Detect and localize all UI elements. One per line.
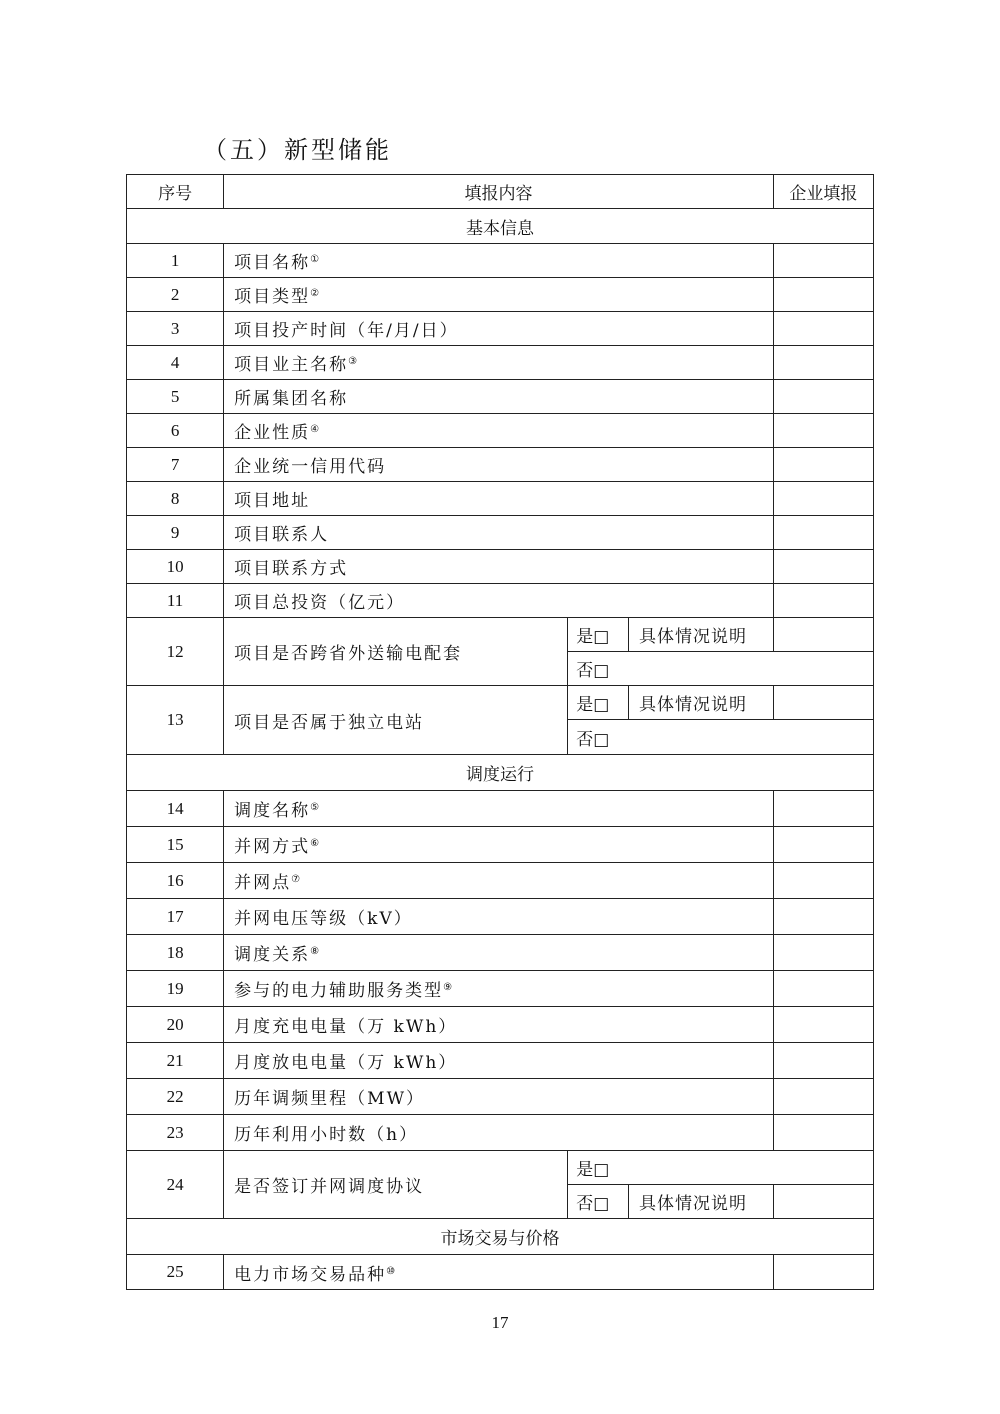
row-number: 15 <box>127 827 224 863</box>
row-number: 11 <box>127 584 224 618</box>
section-title-dispatch: 调度运行 <box>127 755 874 791</box>
row-label: 项目是否属于独立电站 <box>224 686 568 755</box>
table-row <box>127 1255 874 1290</box>
table-row <box>127 380 874 414</box>
fill-cell[interactable] <box>773 550 873 584</box>
section-title-basic: 基本信息 <box>127 209 874 244</box>
fill-cell[interactable] <box>773 380 873 414</box>
row-number: 23 <box>127 1115 224 1151</box>
fill-cell[interactable] <box>773 244 873 278</box>
table-row <box>127 791 874 827</box>
table-row <box>127 827 874 863</box>
row-number: 7 <box>127 448 224 482</box>
fill-cell[interactable] <box>773 414 873 448</box>
footnote-marker: ⑤ <box>310 802 320 813</box>
row-label: 项目地址 <box>224 482 774 516</box>
footnote-marker: ⑥ <box>310 838 320 849</box>
table-row <box>127 1151 874 1185</box>
footnote-marker: ④ <box>310 424 320 435</box>
footnote-marker: ⑧ <box>310 946 320 957</box>
row-number: 24 <box>127 1151 224 1219</box>
table-row <box>127 482 874 516</box>
row-number: 16 <box>127 863 224 899</box>
row-number: 10 <box>127 550 224 584</box>
table-row <box>127 584 874 618</box>
row-number: 19 <box>127 971 224 1007</box>
row-label: 所属集团名称 <box>224 380 774 414</box>
table-row <box>127 1079 874 1115</box>
detail-input-cell[interactable] <box>773 618 873 652</box>
footnote-marker: ③ <box>348 356 358 367</box>
table-row <box>127 414 874 448</box>
fill-cell[interactable] <box>773 863 873 899</box>
row-number: 13 <box>127 686 224 755</box>
detail-input-cell[interactable] <box>773 686 873 720</box>
row-label: 项目联系方式 <box>224 550 774 584</box>
page-number: 17 <box>491 1313 509 1332</box>
fill-cell[interactable] <box>773 346 873 380</box>
fill-cell[interactable] <box>773 516 873 550</box>
row-label: 并网方式⑥ <box>224 827 774 863</box>
fill-cell[interactable] <box>773 448 873 482</box>
row-label: 并网点⑦ <box>224 863 774 899</box>
row-number: 3 <box>127 312 224 346</box>
row-label: 参与的电力辅助服务类型⑨ <box>224 971 774 1007</box>
header-serial-number: 序号 <box>127 175 224 209</box>
table-row <box>127 618 874 652</box>
row-label: 项目总投资（亿元） <box>224 584 774 618</box>
option-no-checkbox[interactable]: 否□ <box>568 1185 629 1219</box>
row-number: 25 <box>127 1255 224 1290</box>
section-row-dispatch <box>127 755 874 791</box>
section-title-market: 市场交易与价格 <box>127 1219 874 1255</box>
row-number: 2 <box>127 278 224 312</box>
fill-cell[interactable] <box>773 1043 873 1079</box>
row-label: 企业性质④ <box>224 414 774 448</box>
footnote-marker: ⑩ <box>386 1265 396 1277</box>
row-label: 历年利用小时数（h） <box>224 1115 774 1151</box>
table-row <box>127 1043 874 1079</box>
fill-cell[interactable] <box>773 1115 873 1151</box>
table-row <box>127 312 874 346</box>
detail-input-cell[interactable] <box>773 1185 873 1219</box>
table-row <box>127 935 874 971</box>
row-number: 17 <box>127 899 224 935</box>
section-row-basic <box>127 209 874 244</box>
row-number: 9 <box>127 516 224 550</box>
table-row <box>127 1007 874 1043</box>
option-no-checkbox[interactable]: 否□ <box>568 720 874 755</box>
fill-cell[interactable] <box>773 791 873 827</box>
row-number: 4 <box>127 346 224 380</box>
option-yes-checkbox[interactable]: 是□ <box>568 686 629 720</box>
row-label: 项目类型② <box>224 278 774 312</box>
table-row <box>127 863 874 899</box>
energy-storage-form-table <box>126 174 874 1290</box>
row-label: 企业统一信用代码 <box>224 448 774 482</box>
option-no-checkbox[interactable]: 否□ <box>568 652 874 686</box>
row-label: 项目是否跨省外送输电配套 <box>224 618 568 686</box>
row-label: 调度名称⑤ <box>224 791 774 827</box>
fill-cell[interactable] <box>773 971 873 1007</box>
fill-cell[interactable] <box>773 827 873 863</box>
fill-cell[interactable] <box>773 584 873 618</box>
table-row <box>127 278 874 312</box>
detail-label: 具体情况说明 <box>629 618 774 652</box>
fill-cell[interactable] <box>773 899 873 935</box>
row-label: 项目业主名称③ <box>224 346 774 380</box>
fill-cell[interactable] <box>773 1007 873 1043</box>
table-row <box>127 516 874 550</box>
table-row <box>127 448 874 482</box>
header-content: 填报内容 <box>224 175 774 209</box>
row-number: 5 <box>127 380 224 414</box>
row-number: 1 <box>127 244 224 278</box>
row-number: 8 <box>127 482 224 516</box>
section-row-market <box>127 1219 874 1255</box>
row-label: 并网电压等级（kV） <box>224 899 774 935</box>
footnote-marker: ⑨ <box>443 982 453 993</box>
table-row <box>127 686 874 720</box>
row-number: 18 <box>127 935 224 971</box>
row-number: 12 <box>127 618 224 686</box>
fill-cell[interactable] <box>773 1079 873 1115</box>
table-row <box>127 244 874 278</box>
row-number: 20 <box>127 1007 224 1043</box>
detail-label: 具体情况说明 <box>629 1185 774 1219</box>
fill-cell[interactable] <box>773 312 873 346</box>
row-number: 6 <box>127 414 224 448</box>
table-row <box>127 346 874 380</box>
row-number: 14 <box>127 791 224 827</box>
row-label: 调度关系⑧ <box>224 935 774 971</box>
section-heading: （五）新型储能 <box>203 136 392 164</box>
row-label: 电力市场交易品种⑩ <box>224 1255 774 1290</box>
table-row <box>127 971 874 1007</box>
row-label: 是否签订并网调度协议 <box>224 1151 568 1219</box>
row-number: 21 <box>127 1043 224 1079</box>
fill-cell[interactable] <box>773 482 873 516</box>
row-label: 月度充电电量（万 kWh） <box>224 1007 774 1043</box>
option-yes-checkbox[interactable]: 是□ <box>568 618 629 652</box>
header-company-fill: 企业填报 <box>773 175 873 209</box>
option-yes-checkbox[interactable]: 是□ <box>568 1151 874 1185</box>
footnote-marker: ① <box>310 254 320 265</box>
row-label: 月度放电电量（万 kWh） <box>224 1043 774 1079</box>
footnote-marker: ⑦ <box>291 874 301 885</box>
row-label: 项目名称① <box>224 244 774 278</box>
row-label: 项目联系人 <box>224 516 774 550</box>
row-label: 历年调频里程（MW） <box>224 1079 774 1115</box>
row-label: 项目投产时间（年/月/日） <box>224 312 774 346</box>
fill-cell[interactable] <box>773 1255 873 1290</box>
table-row <box>127 1115 874 1151</box>
fill-cell[interactable] <box>773 278 873 312</box>
table-row <box>127 899 874 935</box>
footnote-marker: ② <box>310 288 320 299</box>
row-number: 22 <box>127 1079 224 1115</box>
detail-label: 具体情况说明 <box>629 686 774 720</box>
table-header-row <box>127 175 874 209</box>
table-row <box>127 550 874 584</box>
fill-cell[interactable] <box>773 935 873 971</box>
